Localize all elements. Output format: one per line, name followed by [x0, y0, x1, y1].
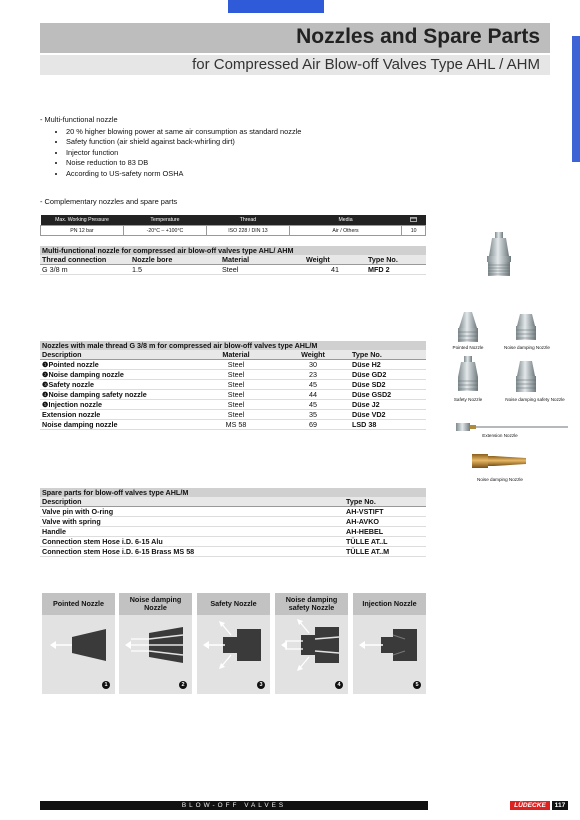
- feature-bullet: • Injector function: [66, 148, 301, 159]
- table-row: [40, 410, 426, 420]
- table-row: [40, 507, 426, 517]
- column-header: Type No.: [344, 497, 426, 507]
- cell: Steel: [196, 400, 276, 410]
- column-header: Type No.: [366, 255, 426, 265]
- cell: AH-AVKO: [344, 517, 426, 527]
- column-header: Thread connection: [40, 255, 130, 265]
- cell: Düse H2: [350, 360, 426, 370]
- cell: Connection stem Hose i.D. 6-15 Alu: [40, 537, 344, 547]
- cell: 45: [276, 400, 350, 410]
- cell: 41: [304, 265, 366, 275]
- noise-damping-safety-nozzle-diagram: [275, 615, 348, 694]
- cell: AH-HEBEL: [344, 527, 426, 537]
- page-subtitle: for Compressed Air Blow-off Valves Type AHL / AHM: [192, 56, 540, 73]
- cell: Valve with spring: [40, 517, 344, 527]
- table-row: [40, 360, 426, 370]
- extension-nozzle-image: [456, 421, 570, 433]
- table-row: [40, 265, 426, 275]
- column-header: Weight: [304, 255, 366, 265]
- pointed-nozzle-image: [455, 310, 481, 344]
- page-title: Nozzles and Spare Parts: [296, 25, 540, 48]
- table-caption: Spare parts for blow-off valves type AHL/M: [40, 488, 426, 497]
- spec-value: PN 12 bar: [41, 226, 124, 236]
- cell: MFD 2: [366, 265, 426, 275]
- brand-logo: LÜDECKE: [510, 801, 550, 810]
- cell: Noise damping nozzle: [40, 420, 196, 430]
- diagram-header: Noise damping safety Nozzle: [275, 593, 348, 615]
- diagram-number: 3: [257, 681, 265, 689]
- column-header: Material: [220, 255, 304, 265]
- diagram-header: Injection Nozzle: [353, 593, 426, 615]
- injection-nozzle-diagram: [353, 615, 426, 694]
- cell: Düse GD2: [350, 370, 426, 380]
- feature-bullet: • According to US-safety norm OSHA: [66, 169, 301, 180]
- spec-value: Air / Others: [289, 226, 401, 236]
- diagram-header: Safety Nozzle: [197, 593, 270, 615]
- cell: MS 58: [196, 420, 276, 430]
- cell: Steel: [220, 265, 304, 275]
- top-accent-bar: [228, 0, 324, 13]
- cell: ❺Injection nozzle: [40, 400, 196, 410]
- cell: 35: [276, 410, 350, 420]
- cell: Steel: [196, 380, 276, 390]
- table-row: [40, 400, 426, 410]
- mfd-table: [40, 246, 426, 275]
- cell: ❶Pointed nozzle: [40, 360, 196, 370]
- cell: Steel: [196, 410, 276, 420]
- diagram-number: 4: [335, 681, 343, 689]
- side-chapter-tab: [572, 36, 580, 162]
- nozzles-table: [40, 341, 426, 430]
- table-row: [40, 380, 426, 390]
- cell: Valve pin with O-ring: [40, 507, 344, 517]
- cell: ❹Noise damping safety nozzle: [40, 390, 196, 400]
- noise-damping-nozzle-diagram: [119, 615, 192, 694]
- cell: Connection stem Hose i.D. 6-15 Brass MS 58: [40, 547, 344, 557]
- feature-list: [40, 115, 301, 180]
- cell: Düse GSD2: [350, 390, 426, 400]
- cell: 69: [276, 420, 350, 430]
- table-row: [40, 370, 426, 380]
- feature-intro: - Multi-functional nozzle: [40, 115, 118, 124]
- cell: Düse SD2: [350, 380, 426, 390]
- table-caption: Nozzles with male thread G 3/8 m for compressed air blow-off valves type AHL/M: [40, 341, 426, 350]
- table-row: [40, 420, 426, 430]
- cell: ❷Noise damping nozzle: [40, 370, 196, 380]
- cell: TÜLLE AT..M: [344, 547, 426, 557]
- cell: Steel: [196, 370, 276, 380]
- cell: Düse VD2: [350, 410, 426, 420]
- column-header: Description: [40, 497, 344, 507]
- cell: Düse J2: [350, 400, 426, 410]
- feature-bullet: • 20 % higher blowing power at same air consumption as standard nozzle: [66, 127, 301, 138]
- cell: 1.5: [130, 265, 220, 275]
- noise-damping-safety-nozzle-image: [513, 358, 539, 396]
- column-header: Nozzle bore: [130, 255, 220, 265]
- column-header: Description: [40, 350, 196, 360]
- spec-table: [40, 215, 426, 236]
- footer-section-label: BLOW-OFF VALVES: [181, 802, 287, 809]
- spec-value: -20°C – +100°C: [123, 226, 206, 236]
- table-row: [40, 517, 426, 527]
- picture-label: Safety Nozzle: [453, 397, 483, 402]
- column-header: Type No.: [350, 350, 426, 360]
- picture-label: Pointed Nozzle: [452, 345, 484, 350]
- spec-header: Temperature: [123, 215, 206, 226]
- diagram-number: 5: [413, 681, 421, 689]
- multi-function-nozzle-image: [482, 230, 516, 280]
- table-caption: Multi-functional nozzle for compressed air blow-off valves type AHL/ AHM: [40, 246, 426, 255]
- column-header: Material: [196, 350, 276, 360]
- spares-table: [40, 488, 426, 557]
- table-row: [40, 390, 426, 400]
- cell: Steel: [196, 390, 276, 400]
- picture-label: Noise damping safety Nozzle: [505, 397, 565, 402]
- cell: 23: [276, 370, 350, 380]
- cell: TÜLLE AT..L: [344, 537, 426, 547]
- spec-value: ISO 228 / DIN 13: [207, 226, 290, 236]
- diagram-header: Noise damping Nozzle: [119, 593, 192, 615]
- table-row: [40, 547, 426, 557]
- safety-nozzle-image: [455, 355, 481, 395]
- picture-label: Noise damping Nozzle: [477, 477, 523, 482]
- column-header: Weight: [276, 350, 350, 360]
- spec-header: Max. Working Pressure: [41, 215, 124, 226]
- cell: 30: [276, 360, 350, 370]
- diagram-header: Pointed Nozzle: [42, 593, 115, 615]
- picture-label: Extension Nozzle: [482, 433, 518, 438]
- picture-label: Noise damping Nozzle: [504, 345, 550, 350]
- cell: LSD 38: [350, 420, 426, 430]
- spec-header: Thread: [207, 215, 290, 226]
- cell: Steel: [196, 360, 276, 370]
- table-row: [40, 527, 426, 537]
- package-icon: [402, 215, 426, 226]
- page-number: 117: [552, 801, 568, 810]
- cell: 45: [276, 380, 350, 390]
- complementary-note: - Complementary nozzles and spare parts: [40, 197, 178, 206]
- cell: 44: [276, 390, 350, 400]
- diagram-number: 2: [179, 681, 187, 689]
- cell: ❸Safety nozzle: [40, 380, 196, 390]
- safety-nozzle-diagram: [197, 615, 270, 694]
- brass-noise-damping-nozzle-image: [470, 450, 530, 472]
- spec-header: Media: [289, 215, 401, 226]
- cell: Handle: [40, 527, 344, 537]
- cell: Extension nozzle: [40, 410, 196, 420]
- cell: G 3/8 m: [40, 265, 130, 275]
- diagram-number: 1: [102, 681, 110, 689]
- pointed-nozzle-diagram: [42, 615, 115, 694]
- feature-bullet: • Safety function (air shield against back-whirling dirt): [66, 137, 301, 148]
- feature-bullet: • Noise reduction to 83 DB: [66, 158, 301, 169]
- table-row: [40, 537, 426, 547]
- spec-value: 10: [402, 226, 426, 236]
- noise-damping-nozzle-image: [513, 310, 539, 344]
- cell: AH-VSTIFT: [344, 507, 426, 517]
